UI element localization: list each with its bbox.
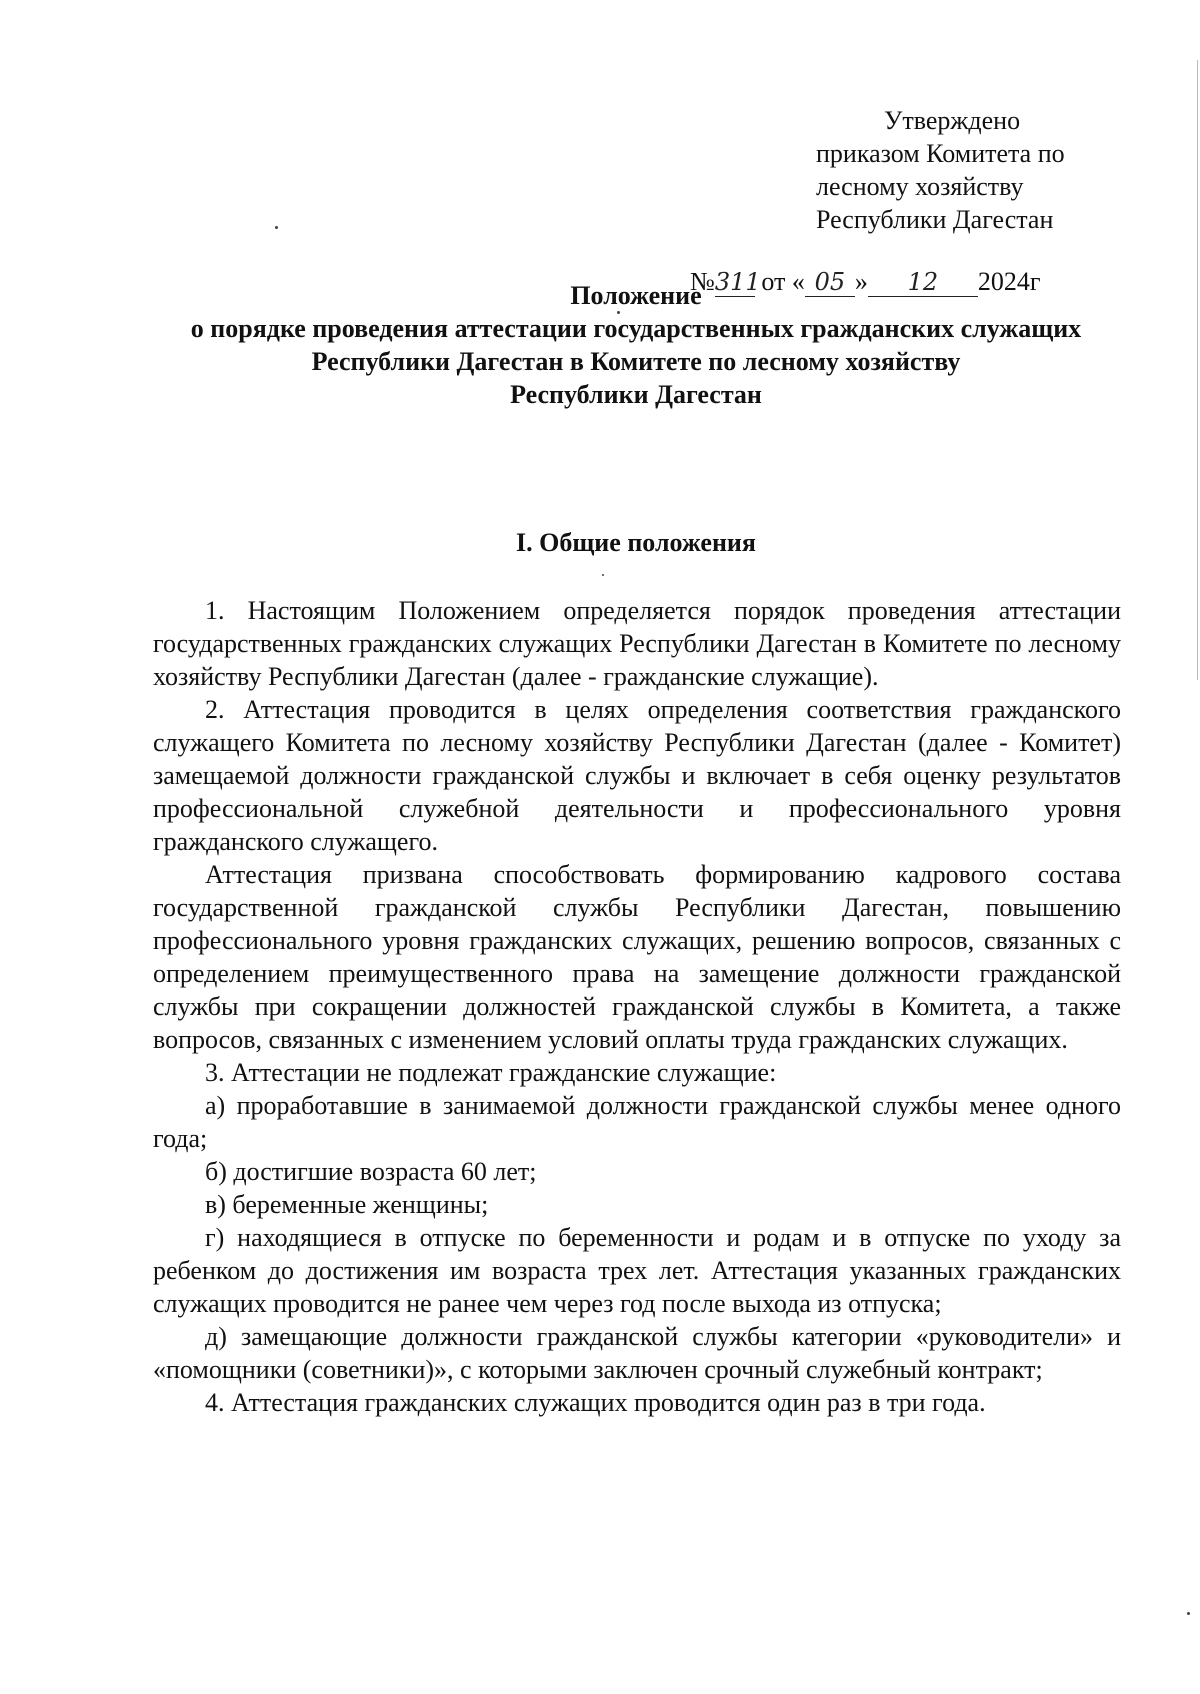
paragraph: 4. Аттестация гражданских служащих проводится один раз в три года. bbox=[205, 1388, 986, 1417]
section-title: I. Общие положения bbox=[516, 528, 756, 557]
approval-line: Республики Дагестан bbox=[816, 205, 1054, 234]
paragraph: а) проработавшие в занимаемой должности гражданской службы менее одного года; bbox=[153, 1091, 1121, 1153]
scan-speck bbox=[602, 574, 604, 576]
title-line: Положение bbox=[570, 281, 702, 310]
scan-edge-line bbox=[1197, 60, 1198, 680]
document-body bbox=[153, 594, 1121, 1419]
order-number-handwritten: 311 bbox=[714, 268, 761, 296]
order-year: 2024г bbox=[977, 267, 1041, 296]
paragraph: б) достигшие возраста 60 лет; bbox=[205, 1157, 537, 1186]
approval-line: приказом Комитета по bbox=[816, 139, 1065, 168]
order-day-handwritten: 05 bbox=[805, 268, 855, 297]
scan-speck bbox=[275, 226, 278, 229]
paragraph: 1. Настоящим Положением определяется порядок проведения аттестации государственных гражданских служащих Республики Дагестан в Комитете по лесному хозяйству Республики Дагестан (далее - гражданские служащие). bbox=[153, 596, 1121, 691]
scan-speck bbox=[1187, 1612, 1190, 1615]
order-number-sign: № bbox=[690, 267, 715, 296]
order-open-quote: « bbox=[791, 267, 805, 296]
approval-stamp bbox=[816, 104, 1065, 236]
paragraph: г) находящиеся в отпуске по беременности и родам и в отпуске по уходу за ребенком до достижения им возраста трех лет. Аттестация указанных гражданских служащих проводится не ранее чем через год после выхода из отпуска; bbox=[153, 1223, 1121, 1318]
order-month-handwritten: 12 bbox=[868, 268, 978, 297]
title-line: Республики Дагестан в Комитете по лесному хозяйству bbox=[311, 347, 961, 376]
approval-line: лесному хозяйству bbox=[816, 172, 1024, 201]
paragraph: д) замещающие должности гражданской службы категории «руководители» и «помощники (советники)», с которыми заключен срочный служебный контракт; bbox=[153, 1322, 1121, 1384]
paragraph: 2. Аттестация проводится в целях определения соответствия гражданского служащего Комитета по лесному хозяйству Республики Дагестан (далее - Комитет) замещаемой должности гражданской службы и включает в себя оценку результатов профессиональной служебной деятельности и профессионального уровня гражданского служащего. bbox=[153, 695, 1121, 856]
paragraph: 3. Аттестации не подлежат гражданские служащие: bbox=[205, 1058, 777, 1087]
paragraph: Аттестация призвана способствовать формированию кадрового состава государственной гражданской службы Республики Дагестан, повышению профессионального уровня гражданских служащих, решению вопросов, связанных с определением преимущественного права на замещение должности гражданской службы при сокращении должностей гражданской службы в Комитета, а также вопросов, связанных с изменением условий оплаты труда гражданских служащих. bbox=[153, 860, 1121, 1054]
order-close-quote: » bbox=[854, 267, 868, 296]
paragraph: в) беременные женщины; bbox=[205, 1190, 489, 1219]
approval-line: Утверждено bbox=[884, 106, 1021, 135]
title-line: о порядке проведения аттестации государственных гражданских служащих bbox=[190, 314, 1082, 343]
document-title bbox=[140, 279, 1132, 411]
scan-speck bbox=[617, 311, 620, 314]
order-from-label: от bbox=[761, 267, 786, 296]
title-line: Республики Дагестан bbox=[510, 380, 762, 409]
